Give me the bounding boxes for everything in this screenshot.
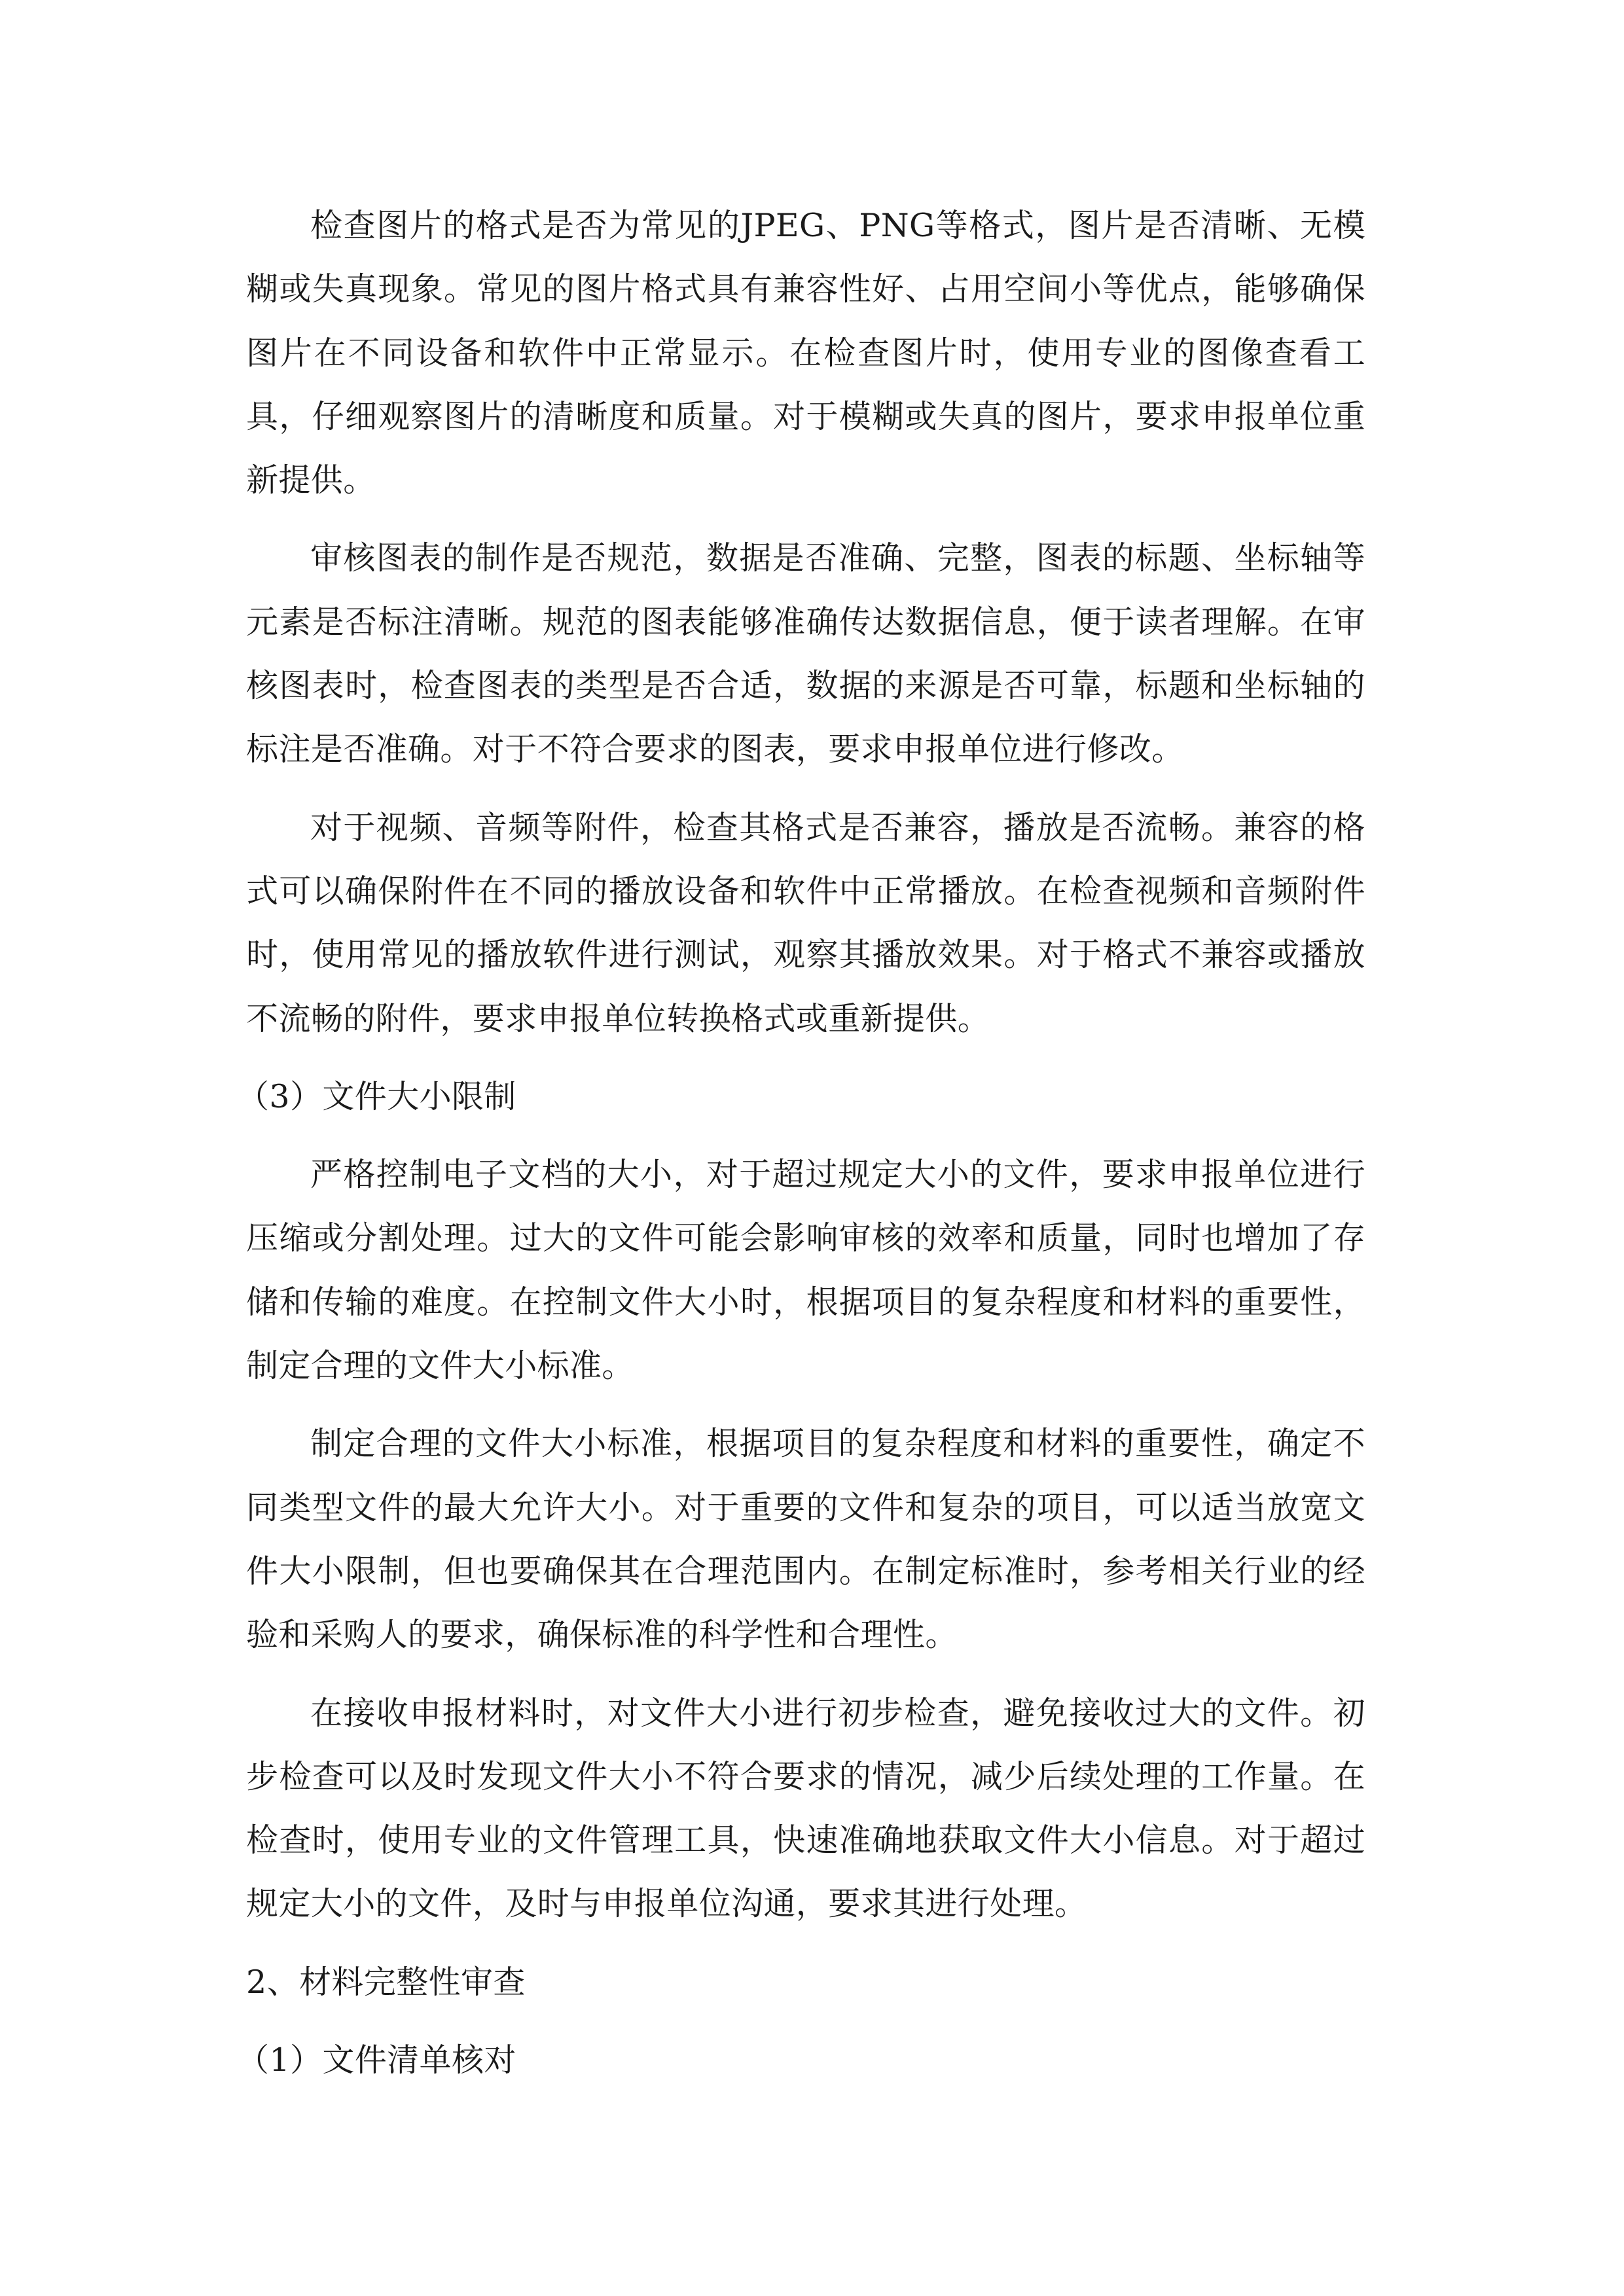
heading-file-list-check: （1）文件清单核对 [237, 2041, 516, 2079]
heading-material-completeness: 2、材料完整性审查 [246, 1963, 526, 2001]
paragraph-image-format-check: 检查图片的格式是否为常见的JPEG、PNG等格式，图片是否清晰、无模糊或失真现象。常见的图片格式具有兼容性好、占用空间小等优点，能够确保图片在不同设备和软件中正常显示。在检查图片时，使用专业的图像查看工具，仔细观察图片的清晰度和质量。对于模糊或失真的图片，要求申报单位重新提供。 [246, 207, 1365, 499]
paragraph-chart-review: 审核图表的制作是否规范，数据是否准确、完整，图表的标题、坐标轴等元素是否标注清晰。规范的图表能够准确传达数据信息，便于读者理解。在审核图表时，检查图表的类型是否合适，数据的来源是否可靠，标题和坐标轴的标注是否准确。对于不符合要求的图表，要求申报单位进行修改。 [246, 539, 1365, 768]
paragraph-file-size-control: 严格控制电子文档的大小，对于超过规定大小的文件，要求申报单位进行压缩或分割处理。过大的文件可能会影响审核的效率和质量，同时也增加了存储和传输的难度。在控制文件大小时，根据项目的复杂程度和材料的重要性，制定合理的文件大小标准。 [246, 1156, 1365, 1385]
document-body [237, 194, 1365, 2106]
heading-file-size-limit: （3）文件大小限制 [237, 1077, 516, 1115]
paragraph-file-size-initial-check: 在接收申报材料时，对文件大小进行初步检查，避免接收过大的文件。初步检查可以及时发现文件大小不符合要求的情况，减少后续处理的工作量。在检查时，使用专业的文件管理工具，快速准确地获取文件大小信息。对于超过规定大小的文件，及时与申报单位沟通，要求其进行处理。 [246, 1694, 1365, 1923]
paragraph-file-size-standard: 制定合理的文件大小标准，根据项目的复杂程度和材料的重要性，确定不同类型文件的最大允许大小。对于重要的文件和复杂的项目，可以适当放宽文件大小限制，但也要确保其在合理范围内。在制定标准时，参考相关行业的经验和采购人的要求，确保标准的科学性和合理性。 [246, 1425, 1365, 1654]
paragraph-media-attachment-check: 对于视频、音频等附件，检查其格式是否兼容，播放是否流畅。兼容的格式可以确保附件在不同的播放设备和软件中正常播放。在检查视频和音频附件时，使用常见的播放软件进行测试，观察其播放效果。对于格式不兼容或播放不流畅的附件，要求申报单位转换格式或重新提供。 [246, 808, 1365, 1037]
